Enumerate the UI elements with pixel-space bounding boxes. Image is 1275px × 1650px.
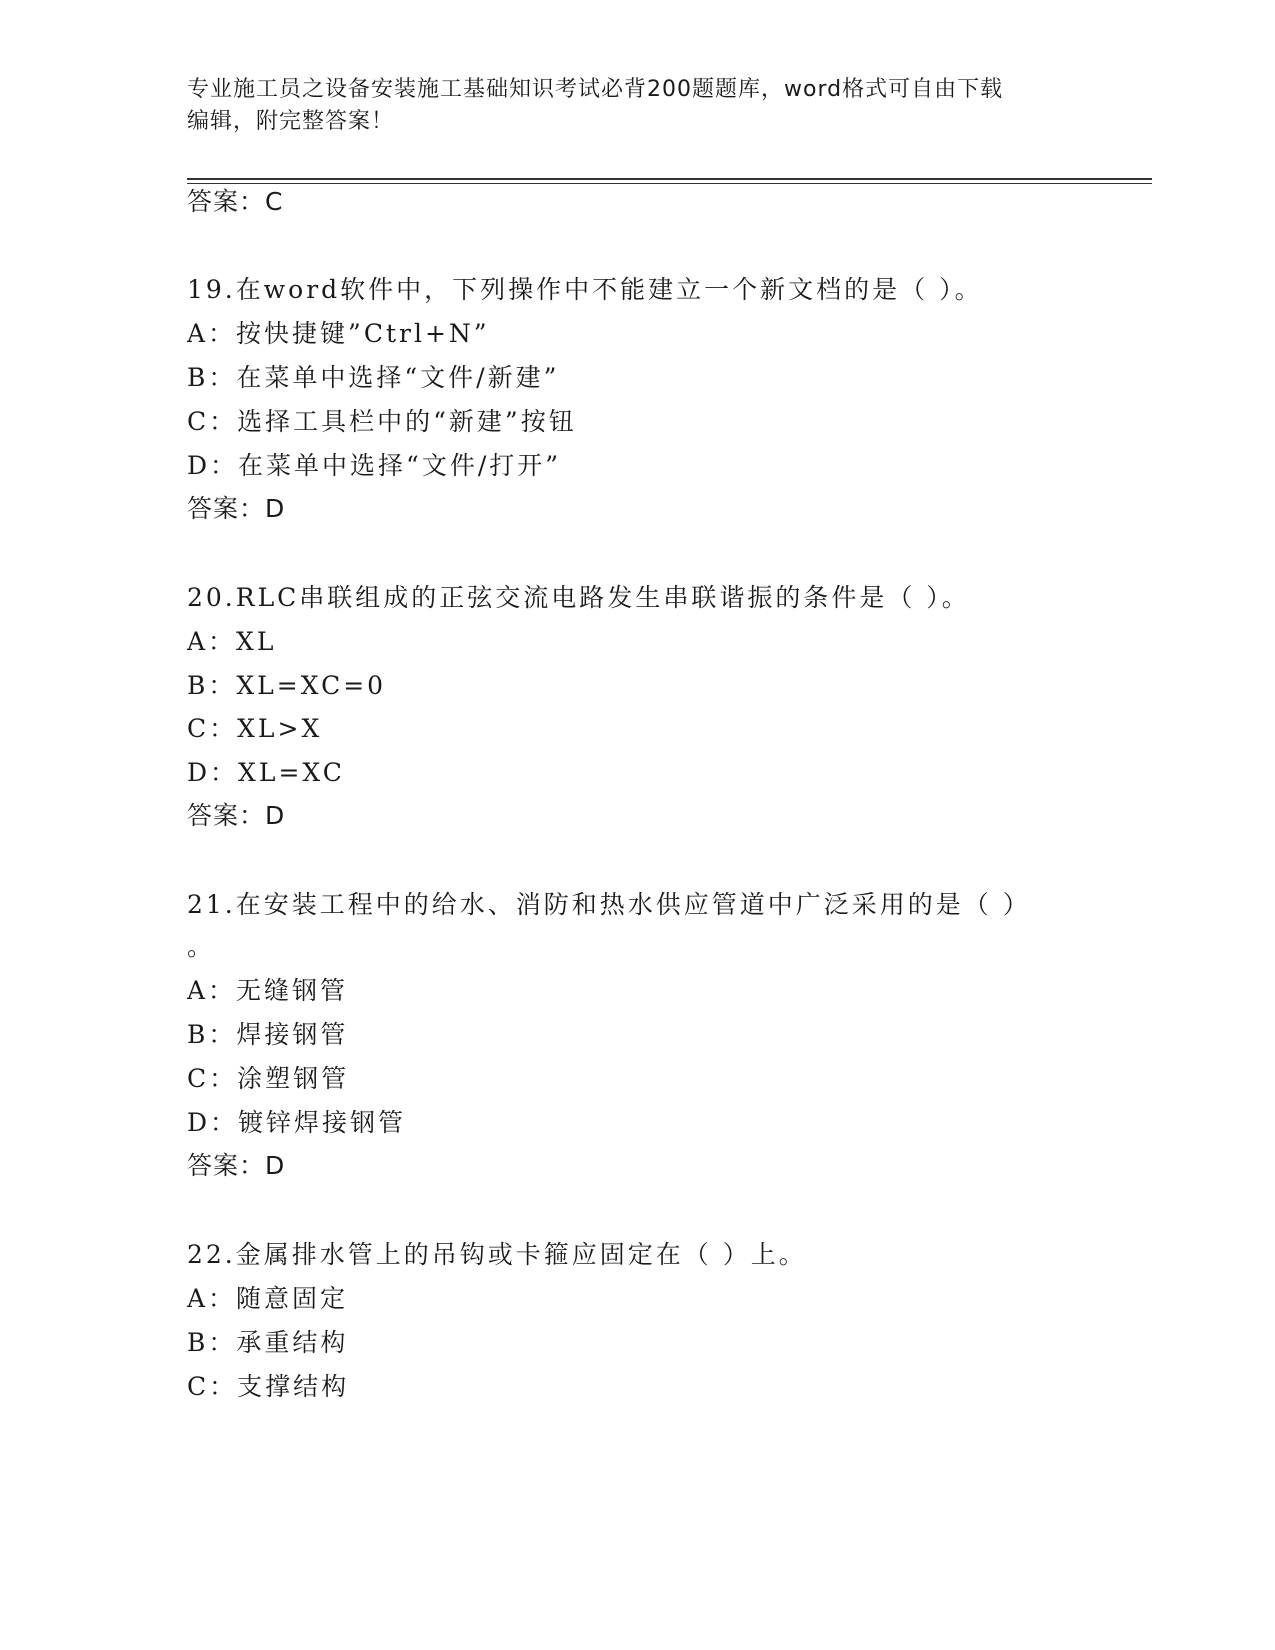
q20-option-a: A：XL xyxy=(187,627,277,656)
q21-option-a: A：无缝钢管 xyxy=(187,976,349,1005)
q21-option-b: B：焊接钢管 xyxy=(187,1020,349,1049)
question-20: 20.RLC串联组成的正弦交流电路发生串联谐振的条件是（ ）。 xyxy=(187,583,970,612)
q21-option-d: D：镀锌焊接钢管 xyxy=(187,1108,407,1137)
q22-option-c: C：支撑结构 xyxy=(187,1372,350,1401)
q19-option-d: D：在菜单中选择“文件/打开” xyxy=(187,451,562,480)
document-header xyxy=(187,74,1087,138)
q22-option-b: B：承重结构 xyxy=(187,1328,349,1357)
question-19: 19.在word软件中，下列操作中不能建立一个新文档的是（ ）。 xyxy=(187,275,983,304)
q19-option-c: C：选择工具栏中的“新建”按钮 xyxy=(187,407,577,436)
header-divider-thin xyxy=(187,183,1152,184)
q20-option-d: D：XL=XC xyxy=(187,758,345,787)
answer-q21: 答案：D xyxy=(187,1151,286,1180)
q20-option-c: C：XL>X xyxy=(187,714,323,743)
answer-q19: 答案：D xyxy=(187,494,286,523)
q19-option-b: B：在菜单中选择“文件/新建” xyxy=(187,363,560,392)
question-21: 21.在安装工程中的给水、消防和热水供应管道中广泛采用的是（ ） xyxy=(187,890,1031,919)
q20-option-b: B：XL=XC=0 xyxy=(187,671,387,700)
question-21-continuation: 。 xyxy=(187,932,216,961)
header-line-1: 专业施工员之设备安装施工基础知识考试必背200题题库，word格式可自由下载 xyxy=(187,77,1004,102)
q22-option-a: A：随意固定 xyxy=(187,1284,349,1313)
q21-option-c: C：涂塑钢管 xyxy=(187,1064,350,1093)
answer-q20: 答案：D xyxy=(187,801,286,830)
answer-q18: 答案：C xyxy=(187,187,284,216)
header-divider-thick xyxy=(187,178,1152,180)
question-22: 22.金属排水管上的吊钩或卡箍应固定在（ ）上。 xyxy=(187,1240,807,1269)
header-line-2: 编辑，附完整答案！ xyxy=(187,109,395,134)
q19-option-a: A：按快捷键”Ctrl+N” xyxy=(187,319,490,348)
